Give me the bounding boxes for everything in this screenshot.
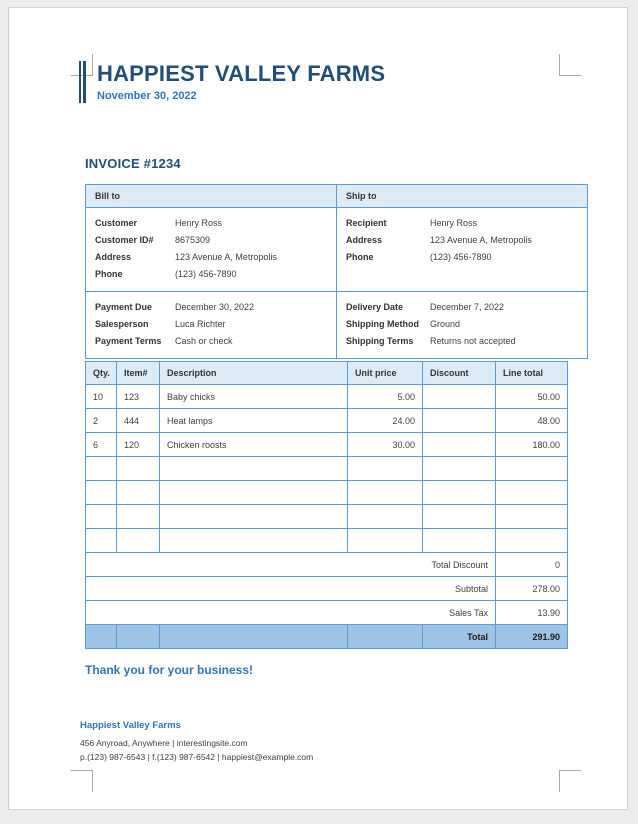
cell-description: Chicken roosts xyxy=(160,433,348,457)
field-row xyxy=(346,299,587,316)
table-row-empty xyxy=(86,505,568,529)
cell-description xyxy=(160,625,348,649)
field-value: 123 Avenue A, Metropolis xyxy=(430,235,532,245)
bill-to-cell xyxy=(86,208,337,292)
field-value: Ground xyxy=(430,319,461,329)
field-label: Phone xyxy=(95,269,123,279)
field-row xyxy=(95,316,336,333)
cell-item xyxy=(117,505,160,529)
field-value: 123 Avenue A, Metropolis xyxy=(175,252,277,262)
cell-item: 120 xyxy=(117,433,160,457)
summary-value: 278.00 xyxy=(496,577,568,601)
parties-contact-row xyxy=(86,208,588,292)
cell-discount xyxy=(423,433,496,457)
summary-row-total xyxy=(86,625,568,649)
footer-company-name: Happiest Valley Farms xyxy=(80,720,181,731)
field-row xyxy=(95,215,336,232)
shipping-cell xyxy=(337,292,588,359)
cell-unit-price xyxy=(348,529,423,553)
parties-table xyxy=(85,184,588,359)
cell-discount xyxy=(423,409,496,433)
cell-qty: 10 xyxy=(86,385,117,409)
parties-heading-row xyxy=(86,185,588,208)
document-date: November 30, 2022 xyxy=(97,90,197,102)
line-items-header-row xyxy=(86,362,568,385)
cell-unit-price: 30.00 xyxy=(348,433,423,457)
document-sheet xyxy=(8,7,628,810)
cell-line-total xyxy=(496,529,568,553)
column-header-qty: Qty. xyxy=(86,362,117,385)
cell-line-total: 180.00 xyxy=(496,433,568,457)
footer-address-line: 456 Anyroad, Anywhere | interestingsite.com xyxy=(80,738,248,748)
summary-row-sales-tax xyxy=(86,601,568,625)
header-accent-bars xyxy=(79,61,88,103)
cell-item: 444 xyxy=(117,409,160,433)
cell-unit-price xyxy=(348,625,423,649)
ship-to-cell xyxy=(337,208,588,292)
field-row xyxy=(346,215,587,232)
cell-description xyxy=(160,505,348,529)
field-value: 8675309 xyxy=(175,235,211,245)
field-label: Payment Due xyxy=(95,302,153,312)
summary-value: 13.90 xyxy=(496,601,568,625)
crop-mark-bottom-right xyxy=(559,770,581,792)
table-row-empty xyxy=(86,457,568,481)
column-header-discount: Discount xyxy=(423,362,496,385)
shipping-fields xyxy=(337,292,587,358)
thank-you-message: Thank you for your business! xyxy=(85,663,254,677)
column-header-line-total: Line total xyxy=(496,362,568,385)
field-label: Recipient xyxy=(346,218,387,228)
cell-qty: 2 xyxy=(86,409,117,433)
cell-unit-price xyxy=(348,505,423,529)
document-header xyxy=(79,61,385,103)
cell-line-total xyxy=(496,457,568,481)
cell-qty xyxy=(86,529,117,553)
field-value: (123) 456-7890 xyxy=(175,269,237,279)
field-value: December 7, 2022 xyxy=(430,302,505,312)
summary-value: 0 xyxy=(496,553,568,577)
company-title: HAPPIEST VALLEY FARMS xyxy=(97,61,386,86)
cell-discount xyxy=(423,481,496,505)
table-row-empty xyxy=(86,529,568,553)
footer-contact-line: p.(123) 987-6543 | f.(123) 987-6542 | happiest@example.com xyxy=(80,752,314,762)
crop-mark-bottom-left xyxy=(71,770,93,792)
cell-qty xyxy=(86,625,117,649)
field-label: Payment Terms xyxy=(95,336,162,346)
invoice-number: INVOICE #1234 xyxy=(85,156,181,171)
cell-qty xyxy=(86,505,117,529)
crop-mark-top-right xyxy=(559,54,581,76)
line-items-table xyxy=(85,361,568,649)
field-value: Henry Ross xyxy=(175,218,223,228)
cell-discount xyxy=(423,385,496,409)
field-row xyxy=(346,249,587,266)
field-value: Cash or check xyxy=(175,336,233,346)
field-row xyxy=(95,299,336,316)
cell-line-total xyxy=(496,481,568,505)
field-value: Returns not accepted xyxy=(430,336,516,346)
table-row-empty xyxy=(86,481,568,505)
summary-row-subtotal xyxy=(86,577,568,601)
field-row xyxy=(346,333,587,350)
ship-to-heading: Ship to xyxy=(337,185,588,208)
total-label: Total xyxy=(423,625,496,649)
cell-description: Baby chicks xyxy=(160,385,348,409)
field-label: Salesperson xyxy=(95,319,149,329)
cell-description: Heat lamps xyxy=(160,409,348,433)
cell-unit-price: 5.00 xyxy=(348,385,423,409)
cell-unit-price xyxy=(348,457,423,481)
cell-description xyxy=(160,481,348,505)
field-label: Customer ID# xyxy=(95,235,154,245)
field-row xyxy=(346,316,587,333)
field-row xyxy=(95,266,336,283)
cell-qty xyxy=(86,457,117,481)
cell-discount xyxy=(423,529,496,553)
cell-discount xyxy=(423,505,496,529)
column-header-unit-price: Unit price xyxy=(348,362,423,385)
cell-line-total xyxy=(496,505,568,529)
payment-cell xyxy=(86,292,337,359)
field-row xyxy=(95,232,336,249)
field-label: Shipping Terms xyxy=(346,336,414,346)
cell-qty xyxy=(86,481,117,505)
cell-unit-price: 24.00 xyxy=(348,409,423,433)
field-label: Phone xyxy=(346,252,374,262)
table-row xyxy=(86,409,568,433)
field-row xyxy=(95,249,336,266)
cell-item xyxy=(117,625,160,649)
cell-qty: 6 xyxy=(86,433,117,457)
cell-item xyxy=(117,529,160,553)
cell-description xyxy=(160,457,348,481)
table-row xyxy=(86,433,568,457)
table-row xyxy=(86,385,568,409)
field-row xyxy=(346,232,587,249)
field-row xyxy=(95,333,336,350)
cell-description xyxy=(160,529,348,553)
bill-to-fields xyxy=(86,208,336,291)
field-label: Address xyxy=(346,235,383,245)
summary-label: Subtotal xyxy=(86,577,496,601)
cell-line-total: 50.00 xyxy=(496,385,568,409)
summary-label: Sales Tax xyxy=(86,601,496,625)
summary-row-total-discount xyxy=(86,553,568,577)
footer-contact-block xyxy=(80,736,313,764)
field-value: (123) 456-7890 xyxy=(430,252,492,262)
cell-item xyxy=(117,457,160,481)
summary-label: Total Discount xyxy=(86,553,496,577)
cell-line-total: 48.00 xyxy=(496,409,568,433)
cell-discount xyxy=(423,457,496,481)
field-label: Customer xyxy=(95,218,138,228)
field-value: Henry Ross xyxy=(430,218,478,228)
field-label: Delivery Date xyxy=(346,302,404,312)
ship-to-fields xyxy=(337,208,587,274)
cell-item: 123 xyxy=(117,385,160,409)
column-header-description: Description xyxy=(160,362,348,385)
field-label: Shipping Method xyxy=(346,319,419,329)
cell-item xyxy=(117,481,160,505)
field-value: December 30, 2022 xyxy=(175,302,255,312)
field-label: Address xyxy=(95,252,132,262)
bill-to-heading: Bill to xyxy=(86,185,337,208)
payment-fields xyxy=(86,292,336,358)
total-value: 291.90 xyxy=(496,625,568,649)
parties-terms-row xyxy=(86,292,588,359)
field-value: Luca Richter xyxy=(175,319,226,329)
cell-unit-price xyxy=(348,481,423,505)
column-header-item: Item# xyxy=(117,362,160,385)
